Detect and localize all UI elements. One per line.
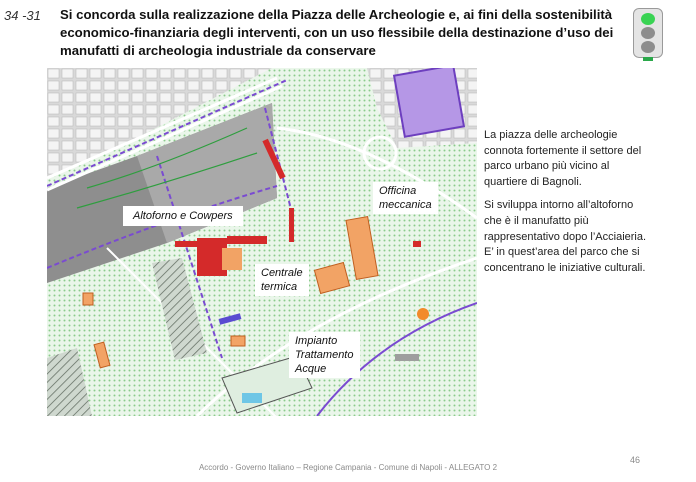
pool (242, 393, 262, 403)
site-map (47, 68, 477, 416)
page-number: 46 (630, 455, 641, 465)
page-reference: 34 -31 (4, 8, 41, 23)
middle-lamp (641, 27, 655, 39)
traffic-light-base (643, 57, 653, 61)
bottom-lamp (641, 41, 655, 53)
purple-building (394, 68, 464, 137)
small-building-1 (83, 293, 93, 305)
traffic-light-icon (633, 8, 663, 58)
grey-strip (395, 354, 419, 361)
label-officina: Officina meccanica (373, 182, 438, 214)
description-text (484, 128, 684, 284)
red-mark (413, 241, 421, 247)
paragraph-2: Si sviluppa intorno all’altoforno che è il manufatto più rappresentativo dopo l’Acciaieria. E’ in quest’area del parco che si concentrano le iniziative culturali. (484, 199, 647, 274)
title-line-2: economico-finanziaria degli interventi, con un uso flessibile della destinazione d’uso dei (60, 25, 614, 40)
small-building-3 (231, 336, 245, 346)
footer-text: Accordo - Governo Italiano – Regione Campania - Comune di Napoli - ALLEGATO 2 (198, 463, 498, 472)
page-title (60, 6, 614, 60)
label-altoforno: Altoforno e Cowpers (123, 206, 243, 226)
title-line-1: Si concorda sulla realizzazione della Piazza delle Archeologie e, ai fini della sostenibilità (60, 7, 613, 22)
map-drawing (47, 68, 477, 416)
green-lamp (641, 13, 655, 25)
label-impianto: Impianto Trattamento Acque (289, 332, 360, 378)
paragraph-1: La piazza delle archeologie connota fortemente il settore del parco urbano più vicino al quartiere di Bagnoli. (484, 129, 642, 188)
title-line-3: manufatti di archeologia industriale da conservare (60, 43, 376, 58)
label-centrale: Centrale termica (255, 264, 309, 296)
orange-circle (417, 308, 429, 320)
